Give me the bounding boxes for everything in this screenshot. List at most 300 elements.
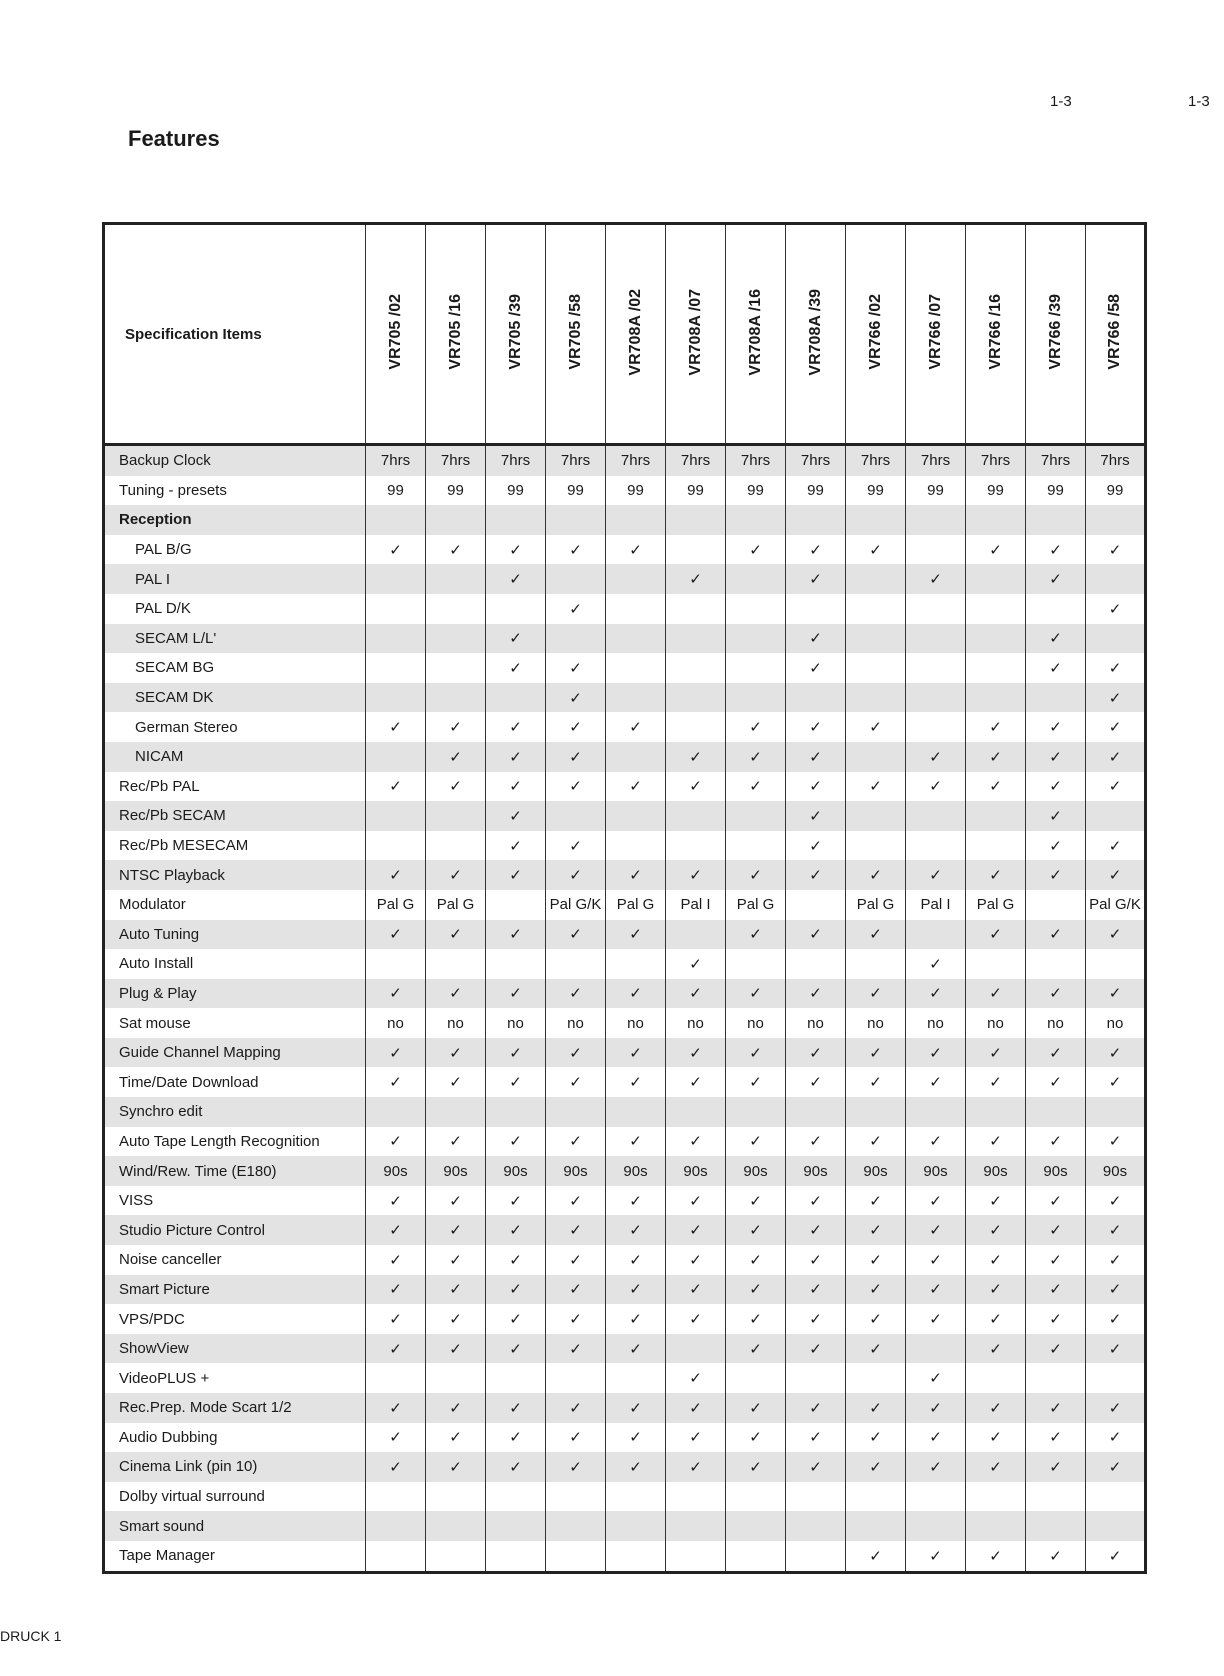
check-mark-cell: ✓ [366, 1186, 426, 1216]
value-cell [726, 505, 786, 535]
value-cell [966, 624, 1026, 654]
value-cell [606, 1363, 666, 1393]
check-mark-cell: ✓ [426, 772, 486, 802]
check-mark-cell: ✓ [786, 772, 846, 802]
check-mark-cell: ✓ [546, 712, 606, 742]
table-row [104, 1363, 1146, 1393]
check-mark-cell: ✓ [1086, 1067, 1146, 1097]
value-cell: 90s [666, 1156, 726, 1186]
check-mark-cell: ✓ [726, 1304, 786, 1334]
model-column-header [546, 224, 606, 445]
value-cell: 99 [726, 476, 786, 506]
check-mark-cell: ✓ [366, 1245, 426, 1275]
model-column-header [726, 224, 786, 445]
check-mark-cell: ✓ [606, 1215, 666, 1245]
value-cell: no [846, 1008, 906, 1038]
check-mark-cell: ✓ [366, 1275, 426, 1305]
check-mark-cell: ✓ [1026, 860, 1086, 890]
value-cell [486, 1363, 546, 1393]
value-cell: 7hrs [906, 445, 966, 476]
model-column-header [426, 224, 486, 445]
value-cell: Pal G [426, 890, 486, 920]
check-mark-cell: ✓ [426, 1186, 486, 1216]
check-mark-cell: ✓ [486, 1423, 546, 1453]
check-mark-cell: ✓ [966, 1245, 1026, 1275]
value-cell [906, 1097, 966, 1127]
check-mark-cell: ✓ [786, 1186, 846, 1216]
check-mark-cell: ✓ [546, 594, 606, 624]
check-mark-cell: ✓ [1086, 831, 1146, 861]
check-mark-cell: ✓ [786, 979, 846, 1009]
value-cell [1086, 949, 1146, 979]
table-row [104, 564, 1146, 594]
check-mark-cell: ✓ [366, 1393, 426, 1423]
check-mark-cell: ✓ [546, 920, 606, 950]
value-cell: Pal G [966, 890, 1026, 920]
value-cell [426, 653, 486, 683]
check-mark-cell: ✓ [666, 949, 726, 979]
check-mark-cell: ✓ [546, 683, 606, 713]
check-mark-cell: ✓ [786, 1452, 846, 1482]
value-cell [426, 1511, 486, 1541]
value-cell [726, 1511, 786, 1541]
value-cell [786, 594, 846, 624]
check-mark-cell: ✓ [786, 742, 846, 772]
check-mark-cell: ✓ [486, 920, 546, 950]
value-cell [546, 505, 606, 535]
spec-item-label: NICAM [104, 742, 366, 772]
value-cell [366, 949, 426, 979]
check-mark-cell: ✓ [546, 1304, 606, 1334]
spec-item-label: SECAM L/L' [104, 624, 366, 654]
check-mark-cell: ✓ [1026, 624, 1086, 654]
table-row [104, 831, 1146, 861]
check-mark-cell: ✓ [1026, 535, 1086, 565]
check-mark-cell: ✓ [1026, 712, 1086, 742]
check-mark-cell: ✓ [1086, 979, 1146, 1009]
model-label: VR708A /16 [746, 288, 764, 376]
spec-item-label: Wind/Rew. Time (E180) [104, 1156, 366, 1186]
check-mark-cell: ✓ [906, 1541, 966, 1572]
value-cell [846, 1482, 906, 1512]
value-cell: no [1086, 1008, 1146, 1038]
check-mark-cell: ✓ [666, 860, 726, 890]
value-cell [906, 653, 966, 683]
value-cell: no [486, 1008, 546, 1038]
value-cell: 99 [966, 476, 1026, 506]
value-cell: 90s [1086, 1156, 1146, 1186]
value-cell [1026, 1097, 1086, 1127]
value-cell [426, 564, 486, 594]
check-mark-cell: ✓ [546, 1334, 606, 1364]
table-row [104, 1008, 1146, 1038]
check-mark-cell: ✓ [666, 979, 726, 1009]
check-mark-cell: ✓ [546, 1215, 606, 1245]
value-cell: no [426, 1008, 486, 1038]
table-row [104, 742, 1146, 772]
check-mark-cell: ✓ [426, 1127, 486, 1157]
check-mark-cell: ✓ [1086, 1127, 1146, 1157]
value-cell: 90s [366, 1156, 426, 1186]
check-mark-cell: ✓ [1086, 1304, 1146, 1334]
value-cell: 99 [846, 476, 906, 506]
value-cell: no [1026, 1008, 1086, 1038]
check-mark-cell: ✓ [966, 535, 1026, 565]
value-cell: 99 [606, 476, 666, 506]
value-cell: 99 [1086, 476, 1146, 506]
check-mark-cell: ✓ [486, 742, 546, 772]
check-mark-cell: ✓ [726, 1127, 786, 1157]
check-mark-cell: ✓ [1026, 742, 1086, 772]
check-mark-cell: ✓ [426, 1215, 486, 1245]
value-cell: 7hrs [966, 445, 1026, 476]
check-mark-cell: ✓ [846, 1067, 906, 1097]
check-mark-cell: ✓ [1026, 979, 1086, 1009]
value-cell [426, 1363, 486, 1393]
check-mark-cell: ✓ [366, 535, 426, 565]
check-mark-cell: ✓ [1026, 1304, 1086, 1334]
check-mark-cell: ✓ [786, 920, 846, 950]
check-mark-cell: ✓ [426, 1393, 486, 1423]
value-cell [366, 801, 426, 831]
spec-item-label: Modulator [104, 890, 366, 920]
check-mark-cell: ✓ [846, 1127, 906, 1157]
check-mark-cell: ✓ [486, 1186, 546, 1216]
value-cell [546, 624, 606, 654]
value-cell [606, 624, 666, 654]
spec-item-label: Studio Picture Control [104, 1215, 366, 1245]
check-mark-cell: ✓ [1026, 1245, 1086, 1275]
check-mark-cell: ✓ [426, 979, 486, 1009]
value-cell [786, 1097, 846, 1127]
value-cell [786, 949, 846, 979]
check-mark-cell: ✓ [1026, 1393, 1086, 1423]
features-table [102, 222, 1147, 1574]
value-cell [666, 1334, 726, 1364]
model-label: VR708A /39 [806, 288, 824, 376]
check-mark-cell: ✓ [426, 1067, 486, 1097]
table-row [104, 1541, 1146, 1572]
check-mark-cell: ✓ [486, 772, 546, 802]
model-label: VR766 /39 [1046, 294, 1064, 370]
check-mark-cell: ✓ [366, 860, 426, 890]
spec-item-label: Audio Dubbing [104, 1423, 366, 1453]
value-cell [426, 683, 486, 713]
value-cell [546, 564, 606, 594]
value-cell: 90s [786, 1156, 846, 1186]
check-mark-cell: ✓ [666, 1067, 726, 1097]
table-row [104, 1215, 1146, 1245]
value-cell: 7hrs [786, 445, 846, 476]
value-cell [486, 1511, 546, 1541]
check-mark-cell: ✓ [546, 1038, 606, 1068]
check-mark-cell: ✓ [786, 860, 846, 890]
check-mark-cell: ✓ [606, 1334, 666, 1364]
check-mark-cell: ✓ [1086, 653, 1146, 683]
check-mark-cell: ✓ [1026, 1067, 1086, 1097]
check-mark-cell: ✓ [546, 653, 606, 683]
check-mark-cell: ✓ [606, 1393, 666, 1423]
table-row [104, 1275, 1146, 1305]
value-cell [666, 1482, 726, 1512]
check-mark-cell: ✓ [906, 772, 966, 802]
table-row [104, 594, 1146, 624]
table-row [104, 505, 1146, 535]
check-mark-cell: ✓ [1026, 1423, 1086, 1453]
check-mark-cell: ✓ [486, 1127, 546, 1157]
check-mark-cell: ✓ [1086, 1423, 1146, 1453]
value-cell [906, 1334, 966, 1364]
value-cell [726, 594, 786, 624]
check-mark-cell: ✓ [966, 1334, 1026, 1364]
check-mark-cell: ✓ [426, 742, 486, 772]
check-mark-cell: ✓ [366, 1215, 426, 1245]
value-cell [366, 653, 426, 683]
value-cell [786, 1482, 846, 1512]
value-cell [906, 801, 966, 831]
value-cell: 90s [426, 1156, 486, 1186]
value-cell: 7hrs [486, 445, 546, 476]
value-cell [906, 712, 966, 742]
value-cell [606, 594, 666, 624]
check-mark-cell: ✓ [786, 1275, 846, 1305]
value-cell [846, 653, 906, 683]
value-cell [726, 1097, 786, 1127]
check-mark-cell: ✓ [486, 979, 546, 1009]
check-mark-cell: ✓ [846, 535, 906, 565]
check-mark-cell: ✓ [726, 712, 786, 742]
value-cell [486, 505, 546, 535]
check-mark-cell: ✓ [846, 1186, 906, 1216]
check-mark-cell: ✓ [546, 772, 606, 802]
value-cell [1026, 594, 1086, 624]
check-mark-cell: ✓ [426, 1038, 486, 1068]
check-mark-cell: ✓ [546, 1127, 606, 1157]
value-cell [726, 801, 786, 831]
check-mark-cell: ✓ [786, 1304, 846, 1334]
value-cell [666, 535, 726, 565]
check-mark-cell: ✓ [1026, 1215, 1086, 1245]
value-cell [846, 1511, 906, 1541]
check-mark-cell: ✓ [606, 1275, 666, 1305]
check-mark-cell: ✓ [546, 979, 606, 1009]
check-mark-cell: ✓ [1026, 1127, 1086, 1157]
value-cell [1026, 1363, 1086, 1393]
value-cell: 90s [486, 1156, 546, 1186]
check-mark-cell: ✓ [846, 1245, 906, 1275]
check-mark-cell: ✓ [366, 1452, 426, 1482]
page-number: 1-3 [1188, 93, 1210, 110]
check-mark-cell: ✓ [846, 1541, 906, 1572]
check-mark-cell: ✓ [666, 1186, 726, 1216]
check-mark-cell: ✓ [726, 1038, 786, 1068]
value-cell [1026, 1482, 1086, 1512]
value-cell: no [546, 1008, 606, 1038]
check-mark-cell: ✓ [726, 1215, 786, 1245]
check-mark-cell: ✓ [1086, 860, 1146, 890]
model-label: VR705 /16 [446, 294, 464, 370]
table-row [104, 445, 1146, 476]
value-cell [786, 683, 846, 713]
check-mark-cell: ✓ [606, 860, 666, 890]
check-mark-cell: ✓ [666, 1245, 726, 1275]
check-mark-cell: ✓ [846, 1304, 906, 1334]
check-mark-cell: ✓ [726, 742, 786, 772]
value-cell [486, 1541, 546, 1572]
value-cell [906, 594, 966, 624]
check-mark-cell: ✓ [846, 1038, 906, 1068]
model-column-header [786, 224, 846, 445]
table-body [104, 445, 1146, 1573]
value-cell [1026, 949, 1086, 979]
value-cell: 99 [366, 476, 426, 506]
value-cell [606, 949, 666, 979]
value-cell [486, 949, 546, 979]
table-row [104, 653, 1146, 683]
check-mark-cell: ✓ [906, 742, 966, 772]
check-mark-cell: ✓ [486, 535, 546, 565]
value-cell [966, 1511, 1026, 1541]
table-row [104, 920, 1146, 950]
spec-item-label: VPS/PDC [104, 1304, 366, 1334]
check-mark-cell: ✓ [846, 979, 906, 1009]
check-mark-cell: ✓ [966, 1067, 1026, 1097]
table-row [104, 772, 1146, 802]
check-mark-cell: ✓ [606, 772, 666, 802]
value-cell: 90s [606, 1156, 666, 1186]
check-mark-cell: ✓ [966, 1215, 1026, 1245]
check-mark-cell: ✓ [546, 1452, 606, 1482]
value-cell [426, 1541, 486, 1572]
value-cell [486, 1097, 546, 1127]
table-row [104, 1127, 1146, 1157]
check-mark-cell: ✓ [1086, 712, 1146, 742]
spec-item-label: Auto Install [104, 949, 366, 979]
value-cell [666, 801, 726, 831]
spec-items-header: Specification Items [104, 224, 366, 445]
check-mark-cell: ✓ [366, 712, 426, 742]
value-cell [606, 505, 666, 535]
value-cell [366, 1511, 426, 1541]
check-mark-cell: ✓ [906, 860, 966, 890]
check-mark-cell: ✓ [786, 801, 846, 831]
value-cell [726, 683, 786, 713]
check-mark-cell: ✓ [846, 1393, 906, 1423]
table-row [104, 476, 1146, 506]
value-cell [606, 683, 666, 713]
value-cell [966, 564, 1026, 594]
value-cell: Pal G [606, 890, 666, 920]
value-cell [666, 831, 726, 861]
check-mark-cell: ✓ [366, 1067, 426, 1097]
value-cell [726, 624, 786, 654]
check-mark-cell: ✓ [666, 742, 726, 772]
check-mark-cell: ✓ [726, 772, 786, 802]
value-cell [726, 949, 786, 979]
model-column-header [606, 224, 666, 445]
value-cell [726, 831, 786, 861]
value-cell [786, 890, 846, 920]
value-cell: 90s [546, 1156, 606, 1186]
table-row [104, 1334, 1146, 1364]
value-cell [366, 831, 426, 861]
table-row [104, 1393, 1146, 1423]
check-mark-cell: ✓ [546, 1423, 606, 1453]
check-mark-cell: ✓ [486, 1245, 546, 1275]
table-row [104, 1156, 1146, 1186]
spec-item-label: SECAM BG [104, 653, 366, 683]
value-cell [966, 683, 1026, 713]
check-mark-cell: ✓ [966, 920, 1026, 950]
check-mark-cell: ✓ [426, 1275, 486, 1305]
check-mark-cell: ✓ [966, 742, 1026, 772]
check-mark-cell: ✓ [906, 1423, 966, 1453]
spec-item-label: Smart Picture [104, 1275, 366, 1305]
check-mark-cell: ✓ [606, 1067, 666, 1097]
value-cell [546, 1097, 606, 1127]
table-row [104, 1511, 1146, 1541]
spec-item-label: Plug & Play [104, 979, 366, 1009]
page-title: Features [128, 126, 220, 151]
table-row [104, 683, 1146, 713]
value-cell [966, 831, 1026, 861]
value-cell [366, 742, 426, 772]
check-mark-cell: ✓ [366, 1423, 426, 1453]
value-cell: Pal I [906, 890, 966, 920]
check-mark-cell: ✓ [966, 1452, 1026, 1482]
value-cell [546, 1541, 606, 1572]
table-row [104, 801, 1146, 831]
check-mark-cell: ✓ [786, 1038, 846, 1068]
check-mark-cell: ✓ [1026, 1452, 1086, 1482]
check-mark-cell: ✓ [1086, 1215, 1146, 1245]
spec-item-label: ShowView [104, 1334, 366, 1364]
value-cell [1086, 801, 1146, 831]
value-cell [906, 1511, 966, 1541]
check-mark-cell: ✓ [1026, 1038, 1086, 1068]
check-mark-cell: ✓ [426, 1423, 486, 1453]
value-cell: 7hrs [726, 445, 786, 476]
check-mark-cell: ✓ [666, 1423, 726, 1453]
check-mark-cell: ✓ [786, 1334, 846, 1364]
check-mark-cell: ✓ [486, 1452, 546, 1482]
table-row [104, 1423, 1146, 1453]
spec-item-label: Noise canceller [104, 1245, 366, 1275]
check-mark-cell: ✓ [666, 1215, 726, 1245]
check-mark-cell: ✓ [666, 1393, 726, 1423]
check-mark-cell: ✓ [486, 1334, 546, 1364]
check-mark-cell: ✓ [366, 772, 426, 802]
value-cell [426, 505, 486, 535]
check-mark-cell: ✓ [366, 1038, 426, 1068]
check-mark-cell: ✓ [906, 1393, 966, 1423]
table-row [104, 1097, 1146, 1127]
value-cell [846, 683, 906, 713]
check-mark-cell: ✓ [546, 742, 606, 772]
check-mark-cell: ✓ [1086, 594, 1146, 624]
table-row [104, 979, 1146, 1009]
check-mark-cell: ✓ [966, 1038, 1026, 1068]
value-cell: 7hrs [366, 445, 426, 476]
check-mark-cell: ✓ [666, 1363, 726, 1393]
check-mark-cell: ✓ [546, 860, 606, 890]
spec-item-label: SECAM DK [104, 683, 366, 713]
check-mark-cell: ✓ [1026, 1186, 1086, 1216]
check-mark-cell: ✓ [1026, 772, 1086, 802]
check-mark-cell: ✓ [966, 1423, 1026, 1453]
value-cell: 99 [906, 476, 966, 506]
check-mark-cell: ✓ [666, 1275, 726, 1305]
